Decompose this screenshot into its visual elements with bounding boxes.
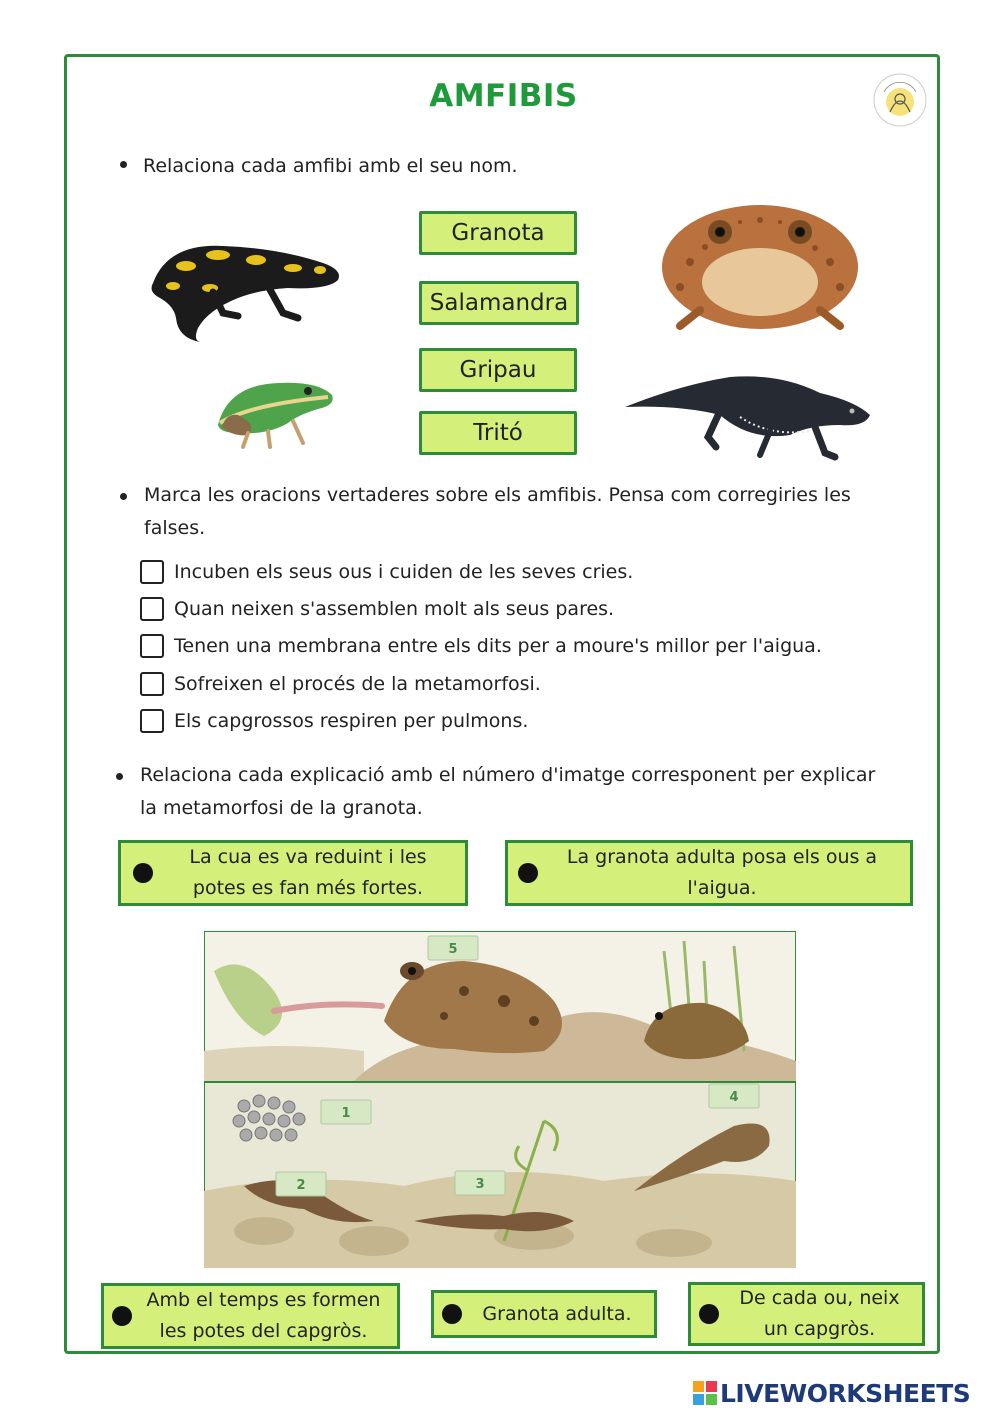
name-box-trito[interactable]: Tritó (419, 411, 577, 455)
statement-checkbox-1[interactable] (140, 560, 164, 584)
name-box-salamandra[interactable]: Salamandra (419, 281, 579, 325)
bullet-icon (116, 773, 123, 780)
explanation-box: Amb el temps es formen les potes del capgròs. (101, 1283, 400, 1349)
bullet-icon (120, 161, 127, 168)
statement-row: Els capgrossos respiren per pulmons. (140, 709, 528, 733)
statement-checkbox-5[interactable] (140, 709, 164, 733)
match-dot-5[interactable] (699, 1304, 719, 1324)
name-box-gripau[interactable]: Gripau (419, 348, 577, 392)
image-number-2: 2 (296, 1178, 306, 1193)
match-dot-1[interactable] (133, 863, 153, 883)
match-dot-3[interactable] (112, 1306, 132, 1326)
instruction-true-false: Marca les oracions vertaderes sobre els amfibis. Pensa com corregiries les falses. (144, 479, 924, 545)
instruction-match-names: Relaciona cada amfibi amb el seu nom. (120, 150, 518, 183)
liveworksheets-logo-icon (692, 1380, 718, 1406)
image-number-1: 1 (341, 1106, 351, 1121)
image-number-4: 4 (729, 1090, 739, 1105)
statement-checkbox-3[interactable] (140, 634, 164, 658)
statement-row: Sofreixen el procés de la metamorfosi. (140, 672, 541, 696)
explanation-box: De cada ou, neix un capgròs. (688, 1282, 925, 1346)
footer-brand: LIVEWORKSHEETS (692, 1378, 970, 1408)
metamorphosis-illustration (204, 931, 796, 1268)
salamander-image (138, 218, 348, 343)
image-number-5: 5 (448, 942, 458, 957)
name-box-granota[interactable]: Granota (419, 211, 577, 255)
bullet-icon (120, 493, 127, 500)
statement-checkbox-4[interactable] (140, 672, 164, 696)
newt-image (620, 355, 875, 465)
match-dot-4[interactable] (442, 1304, 462, 1324)
explanation-box: Granota adulta. (431, 1290, 657, 1338)
image-number-3: 3 (475, 1177, 485, 1192)
statement-checkbox-2[interactable] (140, 597, 164, 621)
instruction-metamorphosis: Relaciona cada explicació amb el número d'imatge corresponent per explicar la metamorfosi de la granota. (140, 759, 930, 825)
explanation-box: La cua es va reduint i les potes es fan més fortes. (118, 840, 468, 906)
statement-row: Quan neixen s'assemblen molt als seus pares. (140, 597, 614, 621)
author-logo (872, 72, 928, 128)
statement-row: Incuben els seus ous i cuiden de les seves cries. (140, 560, 633, 584)
page-title: AMFIBIS (429, 78, 578, 114)
statement-row: Tenen una membrana entre els dits per a moure's millor per l'aigua. (140, 634, 822, 658)
match-dot-2[interactable] (518, 863, 538, 883)
toad-image (660, 192, 860, 332)
frog-image (208, 365, 338, 450)
explanation-box: La granota adulta posa els ous a l'aigua. (505, 840, 913, 906)
